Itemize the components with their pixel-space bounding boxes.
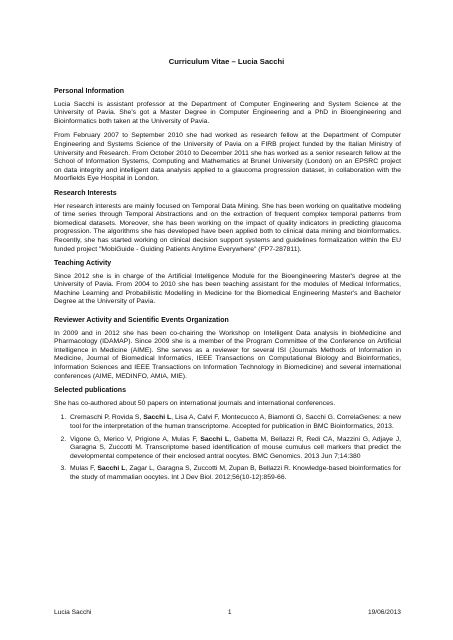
section-heading-reviewer: Reviewer Activity and Scientific Events Organization [54,317,229,325]
footer-page-number: 1 [227,609,232,616]
publication-authors-post: , Lisa A, Calvi F, Montecucco A, Biamonti G, Sacchi G. CorrelaGenes: a new tool for the interpretation of the human transcriptome. Accepted for publication in BMC Bioinformatics, 2013. [70,414,401,430]
publication-author-highlight: Sacchi L [97,465,126,473]
publication-authors-post: , Gabetta M, Bellazzi R, Redi CA, Mazzini G, Adjaye J, Garagna S, Zuccotti M. Transcriptome based identification of mouse cumulus cell markers that predict the developmental competence of their enclosed antral oocytes. BMC Genomics. 2013 Jun 7;14:380 [70,435,401,460]
publications-list [54,414,401,482]
page-footer [54,609,401,616]
publications-intro: She has co-authored about 50 papers on international journals and international conferences. [54,399,336,407]
publication-item [68,414,401,431]
publication-authors-pre: Mulas F, [70,465,98,473]
section-heading-research: Research Interests [54,189,117,197]
document-title: Curriculum Vitae – Lucia Sacchi [168,57,285,66]
publication-item [68,465,401,482]
personal-paragraph-2: From February 2007 to September 2010 she had worked as research fellow at the Department of Computer Engineering and Systems Science of the University of Pavia on a FIRB project funded by the Italian Ministry of University and Research. From October 2010 to December 2011 she has worked as a senior research fellow at the School of Information Systems, Computing and Mathematics at Brunel University (London) on an EPSRC project on data integrity and intelligent data analysis applied to a glaucoma progression dataset, in collaboration with the Moorfields Eye Hospital in London. [54,132,401,183]
publication-authors-pre: Vigone G, Merico V, Prigione A, Mulas F, [70,435,201,443]
reviewer-paragraph: In 2009 and in 2012 she has been co-chairing the Workshop on Intelligent Data analysis in bioMedicine and Pharmacology (IDAMAP). Since 2009 she is a member of the Program Committee of the Conference on Artificial Intelligence in Medicine (AIME). She serves as a reviewer for several ISI (Journals Methods of Information in Medicine, Journal of Biomedical Informatics, IEEE Transactions on Computational Biology and Bioinformatics, Information Sciences and IEEE Transactions on Information Technology in Biomedicine) and several international conferences (AIME, MEDINFO, AMIA, MIE). [54,329,401,380]
publication-author-highlight: Sacchi L [200,435,230,443]
section-heading-teaching: Teaching Activity [54,260,112,268]
personal-paragraph-1: Lucia Sacchi is assistant professor at the Department of Computer Engineering and System Science at the University of Pavia. She's got a Master Degree in Computer Engineering and a PhD in Bioengineering and Bioinformatics both taken at the University of Pavia. [54,100,401,125]
publication-author-highlight: Sacchi L [143,414,172,422]
teaching-paragraph: Since 2012 she is in charge of the Artificial Intelligence Module for the Bioengineering Master's degree at the University of Pavia. From 2004 to 2010 she has been teaching assistant for the modules of Medical Informatics, Machine Learning and Probabilistic Modelling in Medicine for the Biomedical Engineering Master's and Bachelor Degree at the University of Pavia. [54,272,401,306]
publication-item [68,436,401,462]
document-body [54,88,401,487]
section-heading-publications: Selected publications [54,387,126,395]
footer-author: Lucia Sacchi [54,609,92,616]
publication-authors-post: , Zagar L, Garagna S, Zuccotti M, Zupan B, Bellazzi R. Knowledge-based bioinformatics for the study of mammalian oocytes. Int J Dev Biol. 2012;56(10-12):859-66. [70,465,401,481]
footer-date: 19/06/2013 [367,609,401,616]
section-heading-personal: Personal Information [54,88,125,95]
research-paragraph: Her research interests are mainly focused on Temporal Data Mining. She has been working on qualitative modeling of time series through Temporal Abstractions and on the extraction of frequent complex temporal patterns from biomedical datasets. Moreover, she has been working on the impact of quality indicators in predicting glaucoma progression. The algorithms she has developed have been applied both to clinical data mining and bioinformatics. Recently, she has started working on clinical decision support systems and guidelines formalization within the EU funded project "MobiGuide - Guiding Patients Anytime Everywhere" (FP7-287811). [54,202,401,253]
publication-authors-pre: Cremaschi P, Rovida S, [70,414,144,422]
